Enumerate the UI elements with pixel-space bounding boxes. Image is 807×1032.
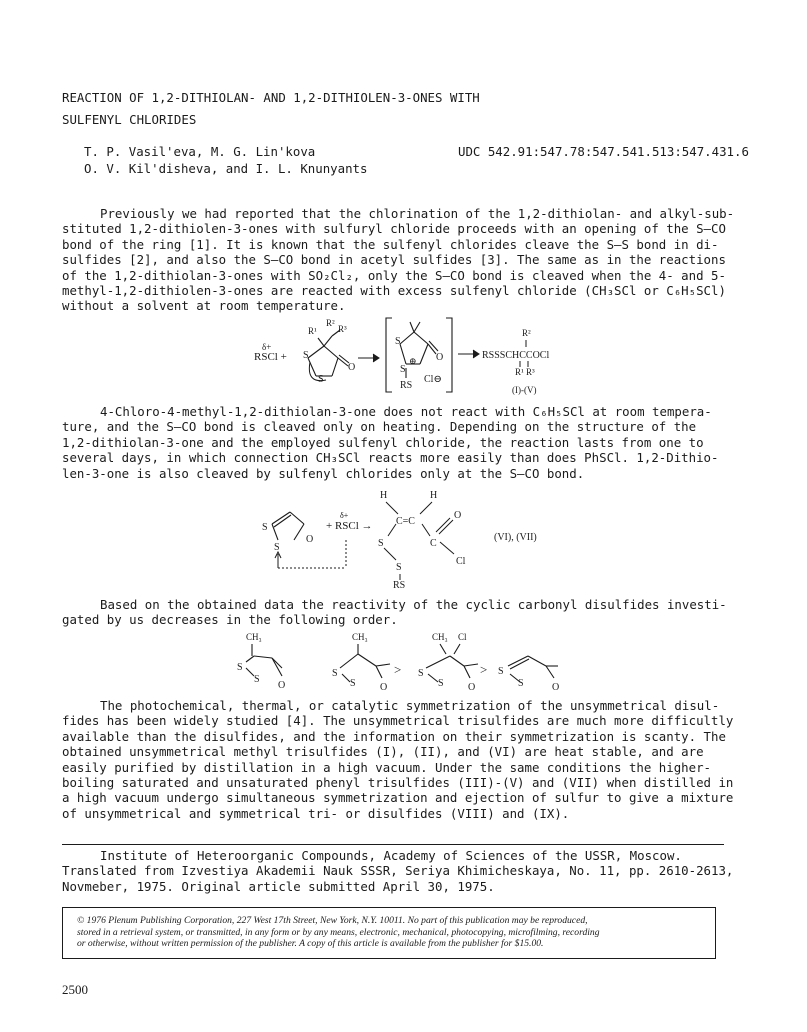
sulfur-atom: S — [332, 668, 338, 679]
oxygen-atom: O — [348, 362, 356, 373]
sulfur-atom: S — [318, 374, 324, 385]
paragraph-line: a high vacuum undergo simultaneous symmetrization and ejection of sulfur to give a mixture — [62, 790, 734, 806]
article-title-line-1: REACTION OF 1,2-DITHIOLAN- AND 1,2-DITHIOLEN-3-ONES WITH — [62, 90, 480, 105]
greater-than-sign: > — [480, 662, 488, 677]
dithiolanone-ring — [308, 330, 349, 376]
reactivity-order-scheme — [232, 628, 582, 690]
oxygen-atom: O — [380, 682, 388, 690]
paragraph-line: methyl-1,2-dithiolen-3-ones are reacted with excess sulfenyl chloride (CH₃SCl or C₆H₅SCl) — [62, 283, 726, 299]
copyright-line: © 1976 Plenum Publishing Corporation, 227 West 17th Street, New York, N.Y. 10011. No part of this publication may be reproduced, — [77, 915, 588, 926]
paragraph-line: sulfides [2], and also the S—CO bond in acetyl sulfides [3]. The same as in the reactions — [62, 252, 726, 268]
enone-bonds — [384, 502, 454, 560]
positive-charge: ⊕ — [409, 356, 417, 366]
paragraph-line: fides has been widely studied [4]. The unsymmetrical trisulfides are much more difficultly — [62, 713, 734, 729]
authors-line-2: O. V. Kil'disheva, and I. L. Knunyants — [84, 161, 368, 176]
reaction-arrow — [458, 350, 479, 358]
paragraph-line: of unsymmetrical and symmetrical tri- or disulfides (VIII) and (IX). — [62, 805, 570, 821]
sulfur-atom: S — [350, 678, 356, 689]
paragraph-line: bond of the ring [1]. It is known that the sulfenyl chlorides cleave the S—S bond in di- — [62, 236, 719, 252]
udc-code: UDC 542.91:547.78:547.541.513:547.431.6 — [458, 144, 749, 159]
hydrogen-atom: H — [430, 490, 438, 501]
oxygen-atom: O — [468, 682, 476, 690]
paragraph-line: gated by us decreases in the following order. — [62, 612, 398, 628]
sulfur-atom: S — [262, 522, 268, 533]
r3-substituent: R³ — [338, 324, 347, 334]
paragraph-line: of the 1,2-dithiolan-3-ones with SO₂Cl₂, only the S—CO bond is cleaved when the 4- and 5- — [62, 267, 726, 283]
paragraph-1 — [62, 206, 734, 314]
paragraph-line: ture, and the S—CO bond is cleaved only on heating. Depending on the structure of the — [62, 419, 697, 435]
trisulfide-product: RSSSCHCCOCl — [482, 350, 550, 361]
ring-1 — [246, 644, 282, 676]
product-r1-r3: R¹ R³ — [515, 367, 535, 377]
compound-label-VI-VII: (VI), (VII) — [494, 532, 537, 543]
paragraph-line: several days, in which connection CH₃SCl reacts more easily than does PhSCl. 1,2-Dithio- — [62, 450, 719, 466]
paragraph-line: without a solvent at room temperature. — [62, 298, 346, 314]
paragraph-4 — [62, 698, 733, 821]
reaction-scheme-2 — [250, 484, 570, 588]
footnote-line: Translated from Izvestiya Akademii Nauk SSSR, Seriya Khimicheskaya, No. 11, pp. 2610-2613, — [62, 863, 734, 879]
paragraph-line: easily purified by distillation in a high vacuum. Under the same conditions the higher- — [62, 759, 712, 775]
delta-plus-label: δ+ — [340, 511, 349, 520]
reaction-arrow — [358, 354, 379, 362]
sulfur-atom: S — [378, 538, 384, 549]
sulfur-atom: S — [303, 350, 309, 361]
ring-2 — [340, 644, 390, 682]
paragraph-line: len-3-one is also cleaved by sulfenyl chlorides only at the S—CO bond. — [62, 465, 585, 481]
paragraph-line: available than the disulfides, and the information on their symmetrization is scanty. The — [62, 728, 726, 744]
chlorine-atom: Cl — [456, 556, 466, 567]
sulfur-atom: S — [498, 666, 504, 677]
paragraph-line: Previously we had reported that the chlorination of the 1,2-dithiolan- and alkyl-sub- — [100, 206, 735, 221]
copyright-line: stored in a retrieval system, or transmitted, in any form or by any means, electronic, mechanical, photocopying, microfilming, recording — [77, 926, 600, 938]
product-r2: R² — [522, 328, 531, 338]
authors-line-1: T. P. Vasil'eva, M. G. Lin'kova — [84, 144, 316, 159]
sulfur-atom: S — [518, 678, 524, 689]
footnote-line: Novmeber, 1975. Original article submitted April 30, 1975. — [62, 878, 495, 894]
copyright-box — [62, 907, 716, 959]
paragraph-line: stituted 1,2-dithiolen-3-ones with sulfuryl chloride proceeds with an opening of the S—CO — [62, 221, 726, 237]
rs-group: RS — [393, 580, 406, 588]
r2-substituent: R² — [326, 318, 335, 328]
paragraph-line: The photochemical, thermal, or catalytic symmetrization of the unsymmetrical disul- — [100, 698, 720, 713]
paragraph-line: Based on the obtained data the reactivity of the cyclic carbonyl disulfides investi- — [100, 597, 727, 612]
greater-than-sign: > — [394, 662, 402, 677]
paragraph-2 — [62, 404, 718, 481]
sulfur-atom: S — [395, 336, 401, 347]
sulfur-atom: S — [396, 562, 402, 573]
oxygen-atom: O — [278, 680, 286, 690]
ring-3 — [426, 644, 478, 682]
paragraph-line: 4-Chloro-4-methyl-1,2-dithiolan-3-one does not react with C₆H₅SCl at room tempera- — [100, 404, 712, 419]
hydrogen-atom: H — [380, 490, 388, 501]
copyright-line: or otherwise, without written permission of the publisher. A copy of this article is available from the publisher for $15.00. — [77, 938, 544, 950]
sulfur-atom: S — [237, 662, 243, 673]
oxygen-atom: O — [436, 352, 444, 363]
reaction-scheme-1 — [240, 314, 580, 396]
oxygen-atom: O — [552, 682, 560, 690]
footnote — [62, 848, 733, 894]
carbonyl-carbon: C — [430, 538, 437, 549]
sulfonium-sulfur: S — [400, 364, 406, 375]
methyl-group: CH₃ — [432, 632, 448, 642]
rscl-reagent: RSCl + — [254, 351, 287, 363]
page-number: 2500 — [62, 982, 88, 997]
compound-label-I-V: (I)-(V) — [512, 385, 537, 395]
chlorine-atom: Cl — [458, 632, 467, 642]
paragraph-3 — [62, 597, 727, 628]
rscl-reagent: + RSCl → — [326, 520, 373, 532]
sulfur-atom: S — [418, 668, 424, 679]
paragraph-line: obtained unsymmetrical methyl trisulfides (I), (II), and (VI) are heat stable, and are — [62, 744, 704, 760]
article-title-line-2: SULFENYL CHLORIDES — [62, 112, 197, 127]
oxygen-atom: O — [306, 534, 314, 545]
footnote-rule — [62, 844, 724, 845]
chloride-anion: Cl⊖ — [424, 374, 442, 385]
delta-plus-label: δ+ — [262, 342, 272, 352]
footnote-line: Institute of Heteroorganic Compounds, Academy of Sciences of the USSR, Moscow. — [100, 848, 682, 863]
dithiolenone-ring — [272, 512, 304, 540]
alkene-carbons: C=C — [396, 516, 415, 527]
oxygen-atom: O — [454, 510, 462, 521]
sulfur-atom: S — [254, 674, 260, 685]
paragraph-line: boiling saturated and unsaturated phenyl trisulfides (III)-(V) and (VII) when distilled in — [62, 775, 734, 791]
r1-substituent: R¹ — [308, 326, 317, 336]
rs-group: RS — [400, 380, 413, 391]
methyl-group: CH₃ — [246, 632, 262, 642]
methyl-group: CH₃ — [352, 632, 368, 642]
sulfur-atom: S — [274, 542, 280, 553]
sulfur-atom: S — [438, 678, 444, 689]
paragraph-line: 1,2-dithiolan-3-one and the employed sulfenyl chloride, the reaction lasts from one to — [62, 434, 704, 450]
ring-4 — [508, 656, 558, 682]
intermediate-ring — [400, 322, 438, 378]
